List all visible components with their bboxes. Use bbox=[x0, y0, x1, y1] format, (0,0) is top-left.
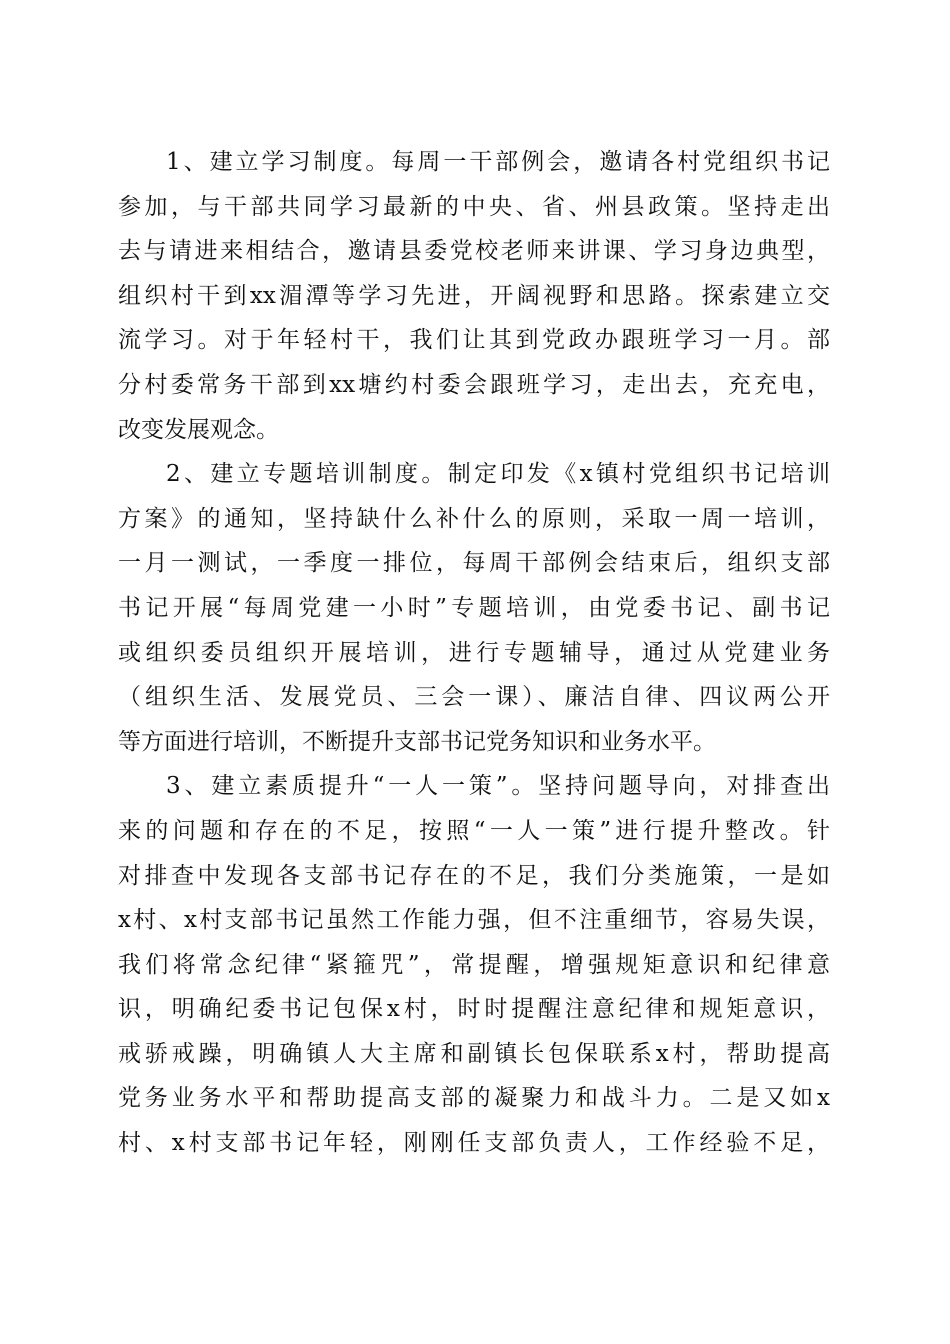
text-line: 2、建立专题培训制度。制定印发《x镇村党组织书记培训 bbox=[166, 461, 830, 488]
text-line: （组织生活、发展党员、三会一课）、廉洁自律、四议两公开 bbox=[118, 684, 830, 711]
paragraph-one-person-one-policy bbox=[118, 764, 830, 1165]
text-line: 去与请进来相结合，邀请县委党校老师来讲课、学习身边典型， bbox=[118, 238, 830, 265]
text-line: 戒骄戒躁，明确镇人大主席和副镇长包保联系x村，帮助提高 bbox=[118, 1040, 830, 1067]
text-line: 参加，与干部共同学习最新的中央、省、州县政策。坚持走出 bbox=[118, 193, 830, 220]
text-line: x村、x村支部书记虽然工作能力强，但不注重细节，容易失误， bbox=[118, 907, 830, 934]
text-line: 一月一测试，一季度一排位，每周干部例会结束后，组织支部 bbox=[118, 550, 830, 577]
text-line: 我们将常念纪律“紧箍咒”，常提醒，增强规矩意识和纪律意 bbox=[118, 951, 830, 978]
text-line: 来的问题和存在的不足，按照“一人一策”进行提升整改。针 bbox=[118, 817, 830, 844]
paragraph-training-system bbox=[118, 452, 830, 764]
text-line: 分村委常务干部到xx塘约村委会跟班学习，走出去，充充电， bbox=[118, 371, 830, 398]
text-line: 党务业务水平和帮助提高支部的凝聚力和战斗力。二是又如x bbox=[118, 1085, 830, 1112]
document-body bbox=[118, 140, 830, 1166]
text-line: 等方面进行培训，不断提升支部书记党务知识和业务水平。 bbox=[118, 728, 716, 755]
paragraph-study-system bbox=[118, 140, 830, 452]
text-line: 1、建立学习制度。每周一干部例会，邀请各村党组织书记 bbox=[166, 149, 830, 175]
text-line: 识，明确纪委书记包保x村，时时提醒注意纪律和规矩意识， bbox=[118, 996, 830, 1023]
text-line: 或组织委员组织开展培训，进行专题辅导，通过从党建业务 bbox=[118, 639, 830, 666]
text-line: 流学习。对于年轻村干，我们让其到党政办跟班学习一月。部 bbox=[118, 327, 830, 354]
text-line: 改变发展观念。 bbox=[118, 416, 279, 443]
text-line: 方案》的通知，坚持缺什么补什么的原则，采取一周一培训， bbox=[118, 505, 830, 532]
text-line: 组织村干到xx湄潭等学习先进，开阔视野和思路。探索建立交 bbox=[118, 282, 830, 309]
text-line: 村、x村支部书记年轻，刚刚任支部负责人，工作经验不足， bbox=[118, 1130, 830, 1157]
text-line: 3、建立素质提升“一人一策”。坚持问题导向，对排查出 bbox=[166, 773, 830, 800]
text-line: 书记开展“每周党建一小时”专题培训，由党委书记、副书记 bbox=[118, 594, 830, 621]
text-line: 对排查中发现各支部书记存在的不足，我们分类施策，一是如 bbox=[118, 862, 830, 889]
